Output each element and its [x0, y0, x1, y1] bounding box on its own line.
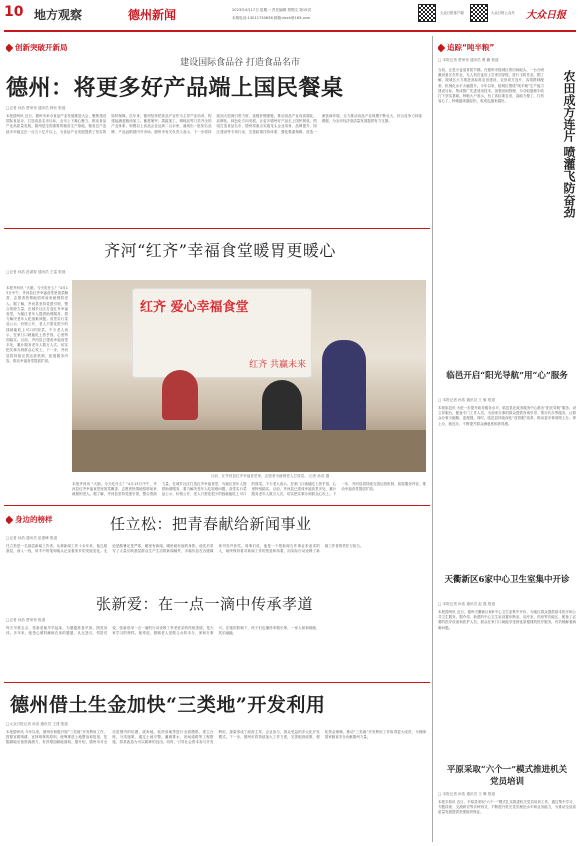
lead-headline: 德州：将更多好产品端上国民餐桌: [6, 75, 344, 101]
photo-caption: 日前，在齐河县红齐幸福食堂里，志愿者为就餐老人打饭菜。 记者 孙浩 摄: [210, 474, 330, 478]
train-byline: □ 本报记者 孙浩 通讯员 王 琳 报道: [438, 792, 495, 796]
lead-body: 本报德州讯 近日，德州市举办食品产业发展推进大会，聚焦建设国际食品谷、打造食品名市目标，全市上下凝心聚力，推动食品产业高质量发展。德州是全国重要的粮食生产基地，粮食总产连续多年稳定在一百五十亿斤以上，为食品产业发展提供了坚实的原料保障。近年来，德州坚持把食品产业作为主导产业培育，构建起涵盖粮油加工、畜禽屠宰、果蔬加工、调味品等门类齐全的产业体系，规模以上食品企业达到二百余家，涌现出一批知名品牌，产品远销国内外市场。德州市有关负责人表示，下一步将持续加大招商引资力度，延链补链强链，推动食品产业向高端化、品牌化、绿色化方向发展，让更多德州好产品走上国民餐桌。围绕打造食品名市，德州将重点实施龙头企业培育、品牌提升、园区建设等专项行动，完善政策扶持体系，强化要素保障，营造一流营商环境，全力推动食品产业规模不断壮大，综合竞争力持续增强，为全市经济高质量发展提供有力支撑。: [6, 114, 422, 134]
photo-elder-woman: [162, 370, 198, 420]
diamond-bullet-icon: [438, 43, 445, 51]
follow-headline: 农田成方连片 喷灌飞防奋劲: [562, 70, 576, 219]
train-body: 本报平原讯 近日，平原县采取“六个一”模式扎实推进机关党员培训工作，通过集中学习、专题讲座、交流研讨等多种形式，不断提升机关党员理论水平和业务能力，为推动全县高质量发展提供坚强组织保证。: [438, 800, 576, 815]
canteen-headline: 齐河“红齐”幸福食堂暖胃更暖心: [104, 241, 336, 260]
ren-headline: 任立松：把青春献给新闻事业: [110, 515, 312, 533]
follow-byline: □ 本报记者 贾荣荣 通讯员 曹 鹏 报道: [438, 58, 499, 62]
diamond-bullet-icon: [6, 515, 13, 523]
follow-body: 当前，正是小麦返青拔节期。在德州市陵城区的田间地头，一台台喷灌设备正在作业，无人机在麦田上空来回穿梭，进行飞防作业。据了解，陵城区大力推进高标准农田建设，农田成方连片，沟渠路林配套，机械化水平大幅提升。今年以来，陵城区围绕“吨半粮”生产能力建设目标，集成推广先进适用技术，加强田间管理，为夺取夏粮丰收打下坚实基础。种粮大户表示，有了高标准农田，浇地方便了，打药省心了，种地越来越轻松，收成也越来越好。: [438, 68, 544, 104]
date-line: 2023年4月17日 星期一 责任编辑 郑锡文 第15页: [232, 8, 312, 12]
photo-wall-sign: [132, 288, 312, 378]
diamond-bullet-icon: [6, 43, 13, 51]
zhang-byline: □记者 孙浩 贾荣荣 报道: [6, 618, 46, 622]
bottom-body: 本报德州讯 今年以来，德州市积极开展“三类地”开发利用工作，按照宜耕则耕、宜林则林的原则，统筹推进土地整治和复垦，挖掘耕地后备资源潜力，有效增加耕地面积。据介绍，德州市对全市范围内的坑塘、废弃地、低效用地等进行全面摸排，建立台账，分类施策，通过土地平整、灌溉排水、田间道路等工程措施，将其改造为可以耕种的良田。同时，引导社会资本参与开发利用，探索形成了政府主导、企业参与、群众受益的多元化开发模式。下一步，德州市将持续加大工作力度，完善配套政策，强化资金保障，推动“三类地”开发利用工作取得更大成效，为保障国家粮食安全贡献德州力量。: [6, 730, 426, 745]
service-body: 本报临邑讯 为进一步提升政务服务水平，临邑县在政务服务中心推出“阳光导航”服务，设立导服台，配备专门工作人员，为前来办事的群众提供咨询引导、帮办代办等服务，让群众办事少跑腿、更便捷。同时，临邑县持续深化“放管服”改革，推动更多事项网上办、掌上办、就近办，不断提升群众满意度和获得感。: [438, 406, 576, 426]
section-bar-innovation: 创新突破开新局: [6, 42, 206, 53]
newspaper-logo: 大众日报: [526, 10, 566, 21]
ren-byline: □记者 孙浩 通讯员 赵建峰 报道: [6, 536, 58, 540]
city-title: 德州新闻: [128, 8, 177, 22]
center-byline: □ 本报记者 孙浩 通讯员 赵 磊 报道: [438, 602, 495, 606]
canteen-byline: □记者 孙浩 范淑智 通讯员 王雷 报道: [6, 270, 66, 274]
qr-code-icon: [470, 4, 488, 22]
qr-code-icon: [418, 4, 436, 22]
section-bar-follow: 追踪“吨半粮”: [438, 42, 576, 53]
center-body: 本报德州讯 近日，德州天衢新区6家中心卫生室集中开诊，为辖区群众提供基本医疗和公共卫生服务。据介绍，新建的中心卫生室设置诊断室、治疗室、药房等功能区，配备了必要的医疗设备和医护人员，群众在家门口就能享受到优质便捷的医疗服务，有效缓解看病难问题。: [438, 610, 576, 630]
photo-sign-text: 红齐 爱心幸福食堂: [140, 300, 249, 315]
ren-body: 任立松是一名基层新闻工作者，从事新闻工作十余年来，他扎根基层，深入一线，用手中的笔和镜头记录着家乡的发展变化。无论是酷暑还是严寒，哪里有新闻，哪里就有他的身影。他先后采写了大量反映基层群众生产生活的新闻稿件，多篇作品在各级媒体刊发并获奖。同事们说，他是一个把新闻当作事业来追求的人，始终保持着对新闻工作的热爱和执着，用实际行动诠释了新闻工作者的责任与担当。: [6, 544, 364, 554]
lead-byline: □记者 孙浩 贾荣荣 通讯员 韩东 报道: [6, 106, 66, 110]
bottom-headline: 德州借土生金加快“三类地”开发利用: [10, 694, 326, 716]
bottom-byline: □大众日报记者 孙浩 通讯员 王建 报道: [6, 722, 68, 726]
lead-kicker: 建设国际食品谷 打造食品名市: [180, 58, 300, 68]
canteen-photo: [72, 280, 426, 472]
section-bar-people: 身边的榜样: [6, 514, 206, 525]
contact-line: 本版电话:13011730638 邮箱:dzxh@163.com: [232, 16, 311, 20]
center-headline: 天衢新区6家中心卫生室集中开诊: [444, 575, 570, 585]
qr-label-2: 大众日报公众号: [491, 11, 515, 15]
masthead: [0, 0, 580, 34]
canteen-body: 本报齐河讯 “大娘，今天吃什么？”4月13日中午，齐河县红齐幸福食堂里饭菜飘香，志愿者热情地招呼前来就餐的老人。据了解，齐河县坚持党建引领，整合资源力量，在城乡社区打造红齐幸福食堂，为辖区老年人提供助餐服务，着力解决老年人吃饭难问题。食堂实行菜品公示、价格公开，老人只需花很少的钱就能吃上可口的饭菜。不少老人表示，在家门口就能吃上热乎饭，心里特别踏实。目前，齐河县已建成幸福食堂多处，累计服务老年人数万人次，切实把实事办到群众心坎上。下一步，齐河县将持续完善运营机制，拓展服务内容，推动幸福食堂提质扩面。: [6, 286, 68, 363]
photo-sign-sub: 红齐 共赢未来: [249, 360, 306, 370]
zhang-body: 每天早晨五点，张新爱就早早起床，为婆婆准备早饭、擦洗身体。多年来，她悉心照料瘫痪在床的婆婆，从无怨言。邻居们说，张新爱用一点一滴的行动诠释了孝老爱亲的传统美德，是大家学习的榜样。她常说，照顾老人是做儿女的本分，家和万事兴。在她的影响下，孩子们也懂得孝敬长辈，一家人和和睦睦，其乐融融。: [6, 626, 320, 636]
page-number: 10: [4, 4, 24, 20]
photo-table: [72, 430, 426, 472]
train-headline: 平原采取“六个一”模式推进机关党员培训: [446, 765, 568, 787]
qr-label-1: 大众日报客户端: [440, 11, 464, 15]
service-headline: 临邑开启“阳光导航”用“心”服务: [446, 371, 568, 381]
zhang-headline: 张新爱：在一点一滴中传承孝道: [96, 595, 314, 613]
section-name: 地方观察: [34, 8, 83, 22]
service-byline: □ 本报记者 孙浩 通讯员 王 敏 报道: [438, 398, 495, 402]
canteen-body-cont: 本报齐河讯 “大娘，今天吃什么？”4月13日中午，齐河县红齐幸福食堂里饭菜飘香，志愿者热情地招呼前来就餐的老人。据了解，齐河县坚持党建引领，整合资源力量，在城乡社区打造红齐幸福食堂，为辖区老年人提供助餐服务，着力解决老年人吃饭难问题。食堂实行菜品公示、价格公开，老人只需花很少的钱就能吃上可口的饭菜。不少老人表示，在家门口就能吃上热乎饭，心里特别踏实。目前，齐河县已建成幸福食堂多处，累计服务老年人数万人次，切实把实事办到群众心坎上。下一步，齐河县将持续完善运营机制，拓展服务内容，推动幸福食堂提质扩面。: [72, 482, 426, 497]
